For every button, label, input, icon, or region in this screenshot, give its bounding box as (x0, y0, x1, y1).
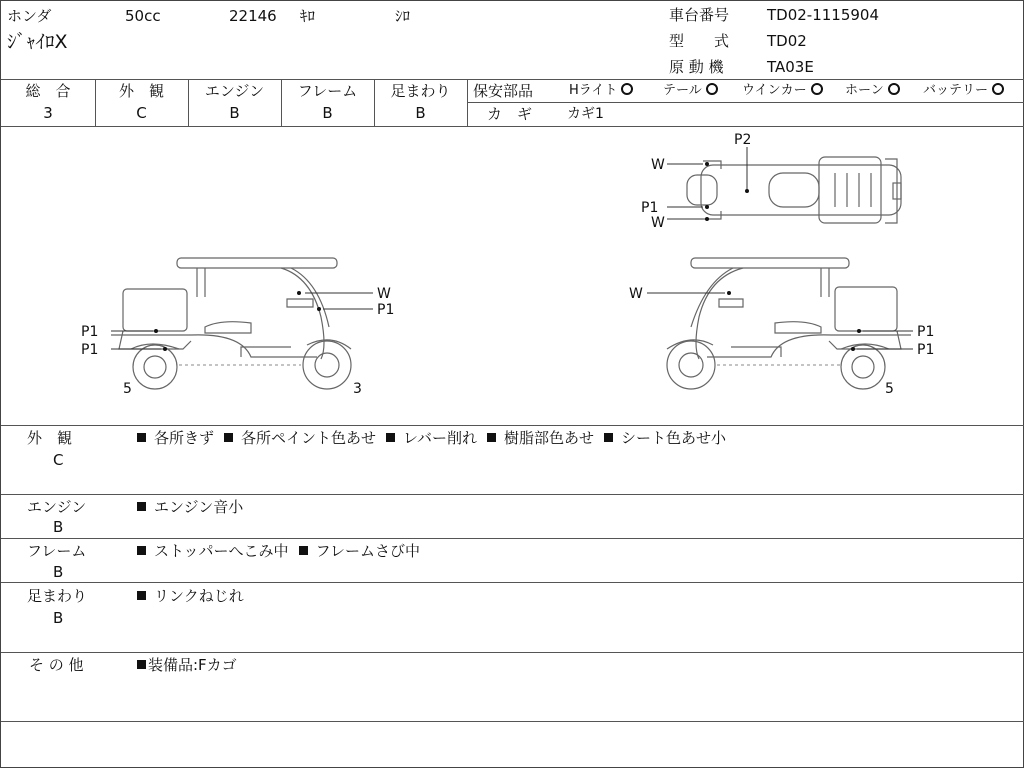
right-side-view (667, 258, 911, 389)
detail-frame-label: フレーム (27, 542, 87, 560)
marker-w-top-a: W (651, 157, 665, 173)
marker-p1-top: P1 (641, 200, 659, 216)
color: ｼﾛ (395, 7, 411, 25)
chassis-value: TD02-1115904 (767, 6, 880, 24)
square-bullet-icon (137, 502, 146, 511)
detail-exterior-label: 外 観 (27, 429, 73, 447)
overall-grade: 3 (43, 104, 53, 122)
note-item: 各所ペイント色あせ (224, 429, 376, 447)
safety-item-headlight: Hライト (569, 82, 633, 100)
marker-5-right: 5 (885, 381, 894, 397)
frame-grade: B (322, 104, 333, 122)
engine-label: エンジン (204, 82, 265, 100)
detail-suspension-notes (137, 587, 254, 605)
note-item: エンジン音小 (137, 498, 243, 516)
ok-circle-icon (811, 83, 823, 95)
note-item: リンクねじれ (137, 587, 244, 605)
ok-circle-icon (992, 83, 1004, 95)
ok-circle-icon (706, 83, 718, 95)
type-label: 型 式 (669, 32, 730, 50)
type-value: TD02 (767, 32, 807, 50)
safety-item-tail: テール (663, 82, 718, 100)
marker-w-right: W (629, 286, 643, 302)
key-value: カギ1 (567, 106, 604, 122)
square-bullet-icon (137, 591, 146, 600)
detail-engine-label: エンジン (27, 498, 87, 516)
detail-suspension-grade: B (53, 609, 64, 627)
square-bullet-icon (487, 433, 496, 442)
marker-5-left: 5 (123, 381, 132, 397)
suspension-grade: B (415, 104, 426, 122)
detail-frame-notes (137, 542, 430, 560)
note-item: シート色あせ小 (604, 429, 726, 447)
marker-w-left: W (377, 286, 391, 302)
note-item: レバー削れ (386, 429, 477, 447)
damage-markers (111, 147, 913, 351)
detail-suspension-label: 足まわり (27, 587, 88, 605)
detail-other-label: そ の 他 (29, 656, 84, 674)
square-bullet-icon (386, 433, 395, 442)
marker-p1-left-b: P1 (81, 324, 99, 340)
detail-frame-grade: B (53, 563, 64, 581)
note-item: ストッパーへこみ中 (137, 542, 289, 560)
exterior-grade: C (136, 104, 147, 122)
note-item: 各所きず (137, 429, 214, 447)
model-name: ｼﾞｬｲﾛX (7, 31, 68, 53)
marker-w-top-b: W (651, 215, 665, 231)
detail-exterior-grade: C (53, 451, 64, 469)
key-label: カ ギ (487, 105, 533, 123)
square-bullet-icon (604, 433, 613, 442)
detail-exterior-notes (137, 429, 736, 447)
marker-p1-right-b: P1 (917, 342, 935, 358)
suspension-label: 足まわり (390, 82, 451, 100)
safety-label: 保安部品 (473, 82, 534, 100)
left-side-view (111, 258, 351, 389)
top-view (687, 157, 901, 223)
mileage: 22146 (229, 7, 277, 25)
vehicle-diagram (1, 127, 1024, 425)
ok-circle-icon (888, 83, 900, 95)
detail-other-notes (137, 656, 247, 674)
engine-grade: B (229, 104, 240, 122)
square-bullet-icon (137, 660, 146, 669)
square-bullet-icon (224, 433, 233, 442)
detail-engine-grade: B (53, 518, 64, 536)
mileage-unit: ｷﾛ (300, 7, 316, 25)
frame-label: フレーム (297, 82, 358, 100)
square-bullet-icon (299, 546, 308, 555)
safety-item-winker: ウインカー (742, 82, 823, 100)
square-bullet-icon (137, 546, 146, 555)
marker-p2-top: P2 (734, 132, 752, 148)
note-item: 装備品:Fカゴ (137, 656, 237, 674)
displacement: 50cc (125, 7, 161, 25)
detail-engine-notes (137, 498, 253, 516)
exterior-label: 外 観 (118, 82, 164, 100)
engine-model-value: TA03E (767, 58, 814, 76)
note-item: フレームさび中 (299, 542, 420, 560)
safety-item-horn: ホーン (845, 82, 900, 100)
marker-p1-right-a: P1 (917, 324, 935, 340)
square-bullet-icon (137, 433, 146, 442)
chassis-label: 車台番号 (669, 6, 730, 24)
marker-p1-left-c: P1 (81, 342, 99, 358)
overall-label: 総 合 (25, 82, 71, 100)
engine-model-label: 原 動 機 (669, 58, 724, 76)
note-item: 樹脂部色あせ (487, 429, 594, 447)
marker-p1-left-a: P1 (377, 302, 395, 318)
marker-3-left: 3 (353, 381, 362, 397)
safety-item-battery: バッテリー (923, 82, 1004, 100)
ok-circle-icon (621, 83, 633, 95)
maker: ホンダ (7, 7, 52, 25)
